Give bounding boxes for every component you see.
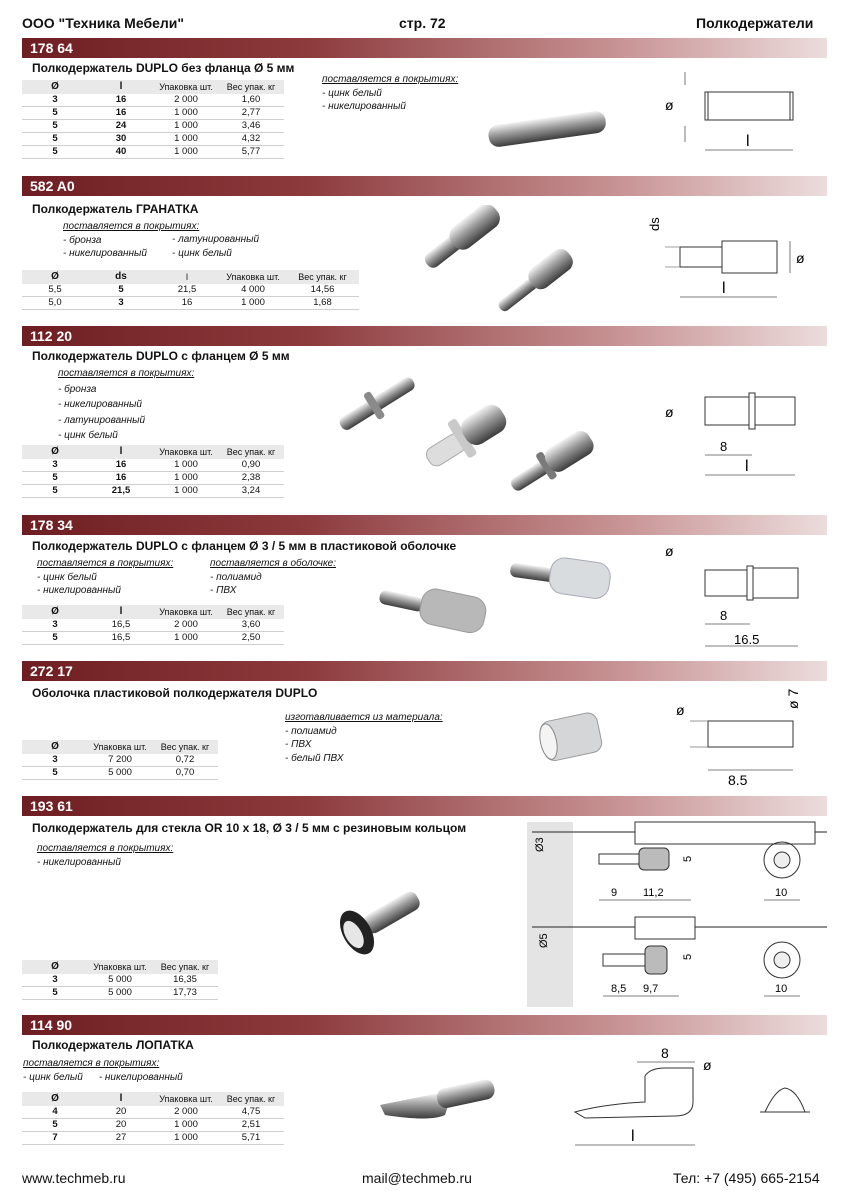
column-header: Ø: [51, 446, 59, 457]
column-header: Упаковка шт.: [226, 272, 280, 282]
table-row: [22, 485, 284, 498]
column-header: l: [119, 81, 123, 92]
spec-table: [22, 270, 359, 310]
column-header: l: [186, 272, 188, 282]
coverage-item: - латунированный: [58, 414, 146, 426]
table-row: [22, 767, 218, 780]
column-header: Упаковка шт.: [159, 82, 213, 92]
table-row: [22, 1132, 284, 1145]
coverage-list: [23, 1057, 183, 1084]
cell-diameter: 3: [52, 974, 58, 985]
cell-diameter: 7: [52, 1132, 58, 1143]
product-photo-glass-pin: [325, 880, 435, 960]
product-title: Полкодержатель DUPLO с фланцем Ø 3 / 5 мм в пластиковой оболочке: [32, 539, 457, 553]
technical-drawing: [527, 820, 827, 1010]
dimension-label: ø: [703, 1057, 712, 1073]
cell-weight: 0,72: [175, 754, 195, 765]
cell-diameter: 4: [52, 1106, 58, 1117]
technical-drawing: [565, 1040, 827, 1155]
cell-diameter: 3: [52, 459, 58, 470]
coverage-item: - никелированный: [58, 399, 142, 410]
coverage-list: [37, 842, 173, 869]
table-row: [22, 133, 284, 146]
dimension-label: Ø5: [538, 933, 550, 948]
dimension-label: l: [745, 458, 749, 475]
dimension-label: 8,5: [611, 983, 627, 995]
coverage-label: поставляется в покрытиях:: [37, 558, 174, 569]
dimension-label: 16.5: [734, 632, 760, 647]
cell-weight: 5,77: [241, 146, 261, 157]
table-header-row: [22, 80, 284, 94]
product-photo-pin-plastic: [370, 550, 620, 650]
cell-weight: 14,56: [310, 284, 335, 295]
product-title: Полкодержатель ЛОПАТКА: [32, 1038, 194, 1052]
coverage-item: - цинк белый: [322, 87, 382, 99]
cell-pack: 1 000: [241, 297, 265, 308]
coverage-item: - цинк белый: [172, 247, 232, 259]
dimension-label: 10: [775, 983, 788, 995]
coverage-label: поставляется в покрытиях:: [58, 368, 195, 379]
table-header-row: [22, 605, 284, 619]
cell-diameter: 5: [52, 987, 58, 998]
product-title: Полкодержатель DUPLO с фланцем Ø 5 мм: [32, 349, 290, 363]
coverage-list: [322, 73, 458, 114]
dimension-label: ø: [665, 97, 674, 113]
cell-diameter: 5,0: [48, 297, 62, 308]
column-header: Вес упак. кг: [160, 962, 210, 972]
table-header-row: [22, 270, 359, 284]
table-row: [22, 619, 284, 632]
dimension-label: l: [722, 280, 726, 297]
dimension-label: ø: [676, 702, 685, 718]
cell-weight: 0,90: [241, 459, 261, 470]
cell-ds: 5: [118, 284, 124, 295]
cell-pack: 1 000: [174, 632, 198, 643]
column-header: Вес упак. кг: [226, 607, 276, 617]
coverage-list: [37, 557, 173, 598]
cell-diameter: 5: [52, 767, 58, 778]
cell-pack: 2 000: [174, 94, 198, 105]
cell-length: 16,5: [111, 632, 131, 643]
coverage-item: - бронза: [63, 234, 102, 246]
coverage-label: изготавливается из материала:: [285, 712, 443, 723]
coverage-item: - никелированный: [98, 1071, 183, 1083]
coverage-list: [285, 711, 443, 765]
table-row: [22, 987, 218, 1000]
cell-weight: 2,51: [241, 1119, 261, 1130]
column-header: Вес упак. кг: [226, 447, 276, 457]
dimension-label: 5: [682, 855, 694, 862]
footer-website[interactable]: www.techmeb.ru: [22, 1170, 126, 1186]
table-header-row: [22, 740, 218, 754]
coverage-item: - ПВХ: [285, 739, 312, 750]
cell-pack: 7 200: [108, 754, 132, 765]
cell-length: 16: [115, 94, 127, 105]
table-row: [22, 1119, 284, 1132]
cell-diameter: 3: [52, 619, 58, 630]
cell-weight: 16,35: [173, 974, 197, 985]
cell-pack: 1 000: [174, 146, 198, 157]
page-number: стр. 72: [399, 15, 446, 31]
column-header: Упаковка шт.: [159, 1094, 213, 1104]
cell-weight: 2,77: [241, 107, 261, 118]
coverage-item: - полиамид: [285, 725, 337, 737]
product-title: Полкодержатель ГРАНАТКА: [32, 202, 199, 216]
cell-diameter: 5: [52, 146, 58, 157]
coverage-list: [58, 367, 194, 443]
dimension-label: ø: [796, 250, 805, 266]
cell-pack: 1 000: [174, 472, 198, 483]
cell-pack: 1 000: [174, 459, 198, 470]
cell-length: 20: [115, 1106, 127, 1117]
dimension-label: 8.5: [728, 772, 748, 788]
product-photo-sleeve: [530, 705, 610, 770]
cell-diameter: 5: [52, 107, 58, 118]
column-header: Ø: [51, 741, 59, 752]
column-header: Ø: [51, 271, 59, 282]
coverage-item: - цинк белый: [23, 1071, 83, 1083]
table-header-row: [22, 1092, 284, 1106]
coverage-item: - цинк белый: [58, 430, 118, 441]
cell-length: 40: [115, 146, 127, 157]
cell-pack: 1 000: [174, 120, 198, 131]
cell-diameter: 5: [52, 485, 58, 496]
cell-length: 30: [115, 133, 127, 144]
cell-diameter: 3: [52, 94, 58, 105]
coverage-item: - белый ПВХ: [285, 752, 344, 764]
coverage-list: [172, 233, 259, 260]
technical-drawing: [660, 375, 810, 485]
cell-weight: 4,32: [241, 133, 261, 144]
table-row: [22, 1106, 284, 1119]
cell-diameter: 3: [52, 754, 58, 765]
table-row: [22, 146, 284, 159]
cell-weight: 2,38: [241, 472, 261, 483]
product-code-bar: 114 90: [22, 1015, 827, 1035]
dimension-label: 8: [720, 608, 728, 623]
column-header: Ø: [51, 1093, 59, 1104]
spec-table: [22, 80, 284, 159]
column-header: l: [119, 1093, 123, 1104]
product-code-bar: 112 20: [22, 326, 827, 346]
footer-email[interactable]: mail@techmeb.ru: [362, 1170, 472, 1186]
product-code-bar: 582 A0: [22, 176, 827, 196]
cell-pack: 5 000: [108, 767, 132, 778]
coverage-label: поставляется в покрытиях:: [37, 843, 174, 854]
dimension-label: ø: [665, 543, 674, 559]
dimension-label: 9: [611, 887, 618, 899]
coverage-item: - никелированный: [322, 101, 406, 112]
cell-weight: 1,68: [313, 297, 332, 308]
cell-pack: 5 000: [108, 987, 132, 998]
technical-drawing: [670, 685, 825, 795]
table-row: [22, 754, 218, 767]
technical-drawing: [640, 205, 825, 305]
dimension-label: ds: [647, 217, 662, 231]
spec-table: [22, 445, 284, 498]
dimension-label: l: [746, 133, 750, 150]
table-row: [22, 472, 284, 485]
column-header: Ø: [51, 961, 59, 972]
table-row: [22, 120, 284, 133]
dimension-label: 8: [720, 439, 728, 454]
footer-phone: Тел: +7 (495) 665-2154: [673, 1170, 820, 1186]
cell-length: 16,5: [111, 619, 131, 630]
cell-length: 21,5: [111, 485, 131, 496]
table-row: [22, 632, 284, 645]
product-code-bar: 272 17: [22, 661, 827, 681]
column-header: Упаковка шт.: [93, 742, 147, 752]
shell-item: - полиамид: [210, 571, 262, 583]
spec-table: [22, 960, 218, 1000]
table-header-row: [22, 960, 218, 974]
technical-drawing: [660, 540, 810, 652]
product-title: Полкодержатель для стекла OR 10 x 18, Ø 3 / 5 мм с резиновым кольцом: [32, 821, 467, 835]
cell-diameter: 5: [52, 632, 58, 643]
product-code-bar: 178 34: [22, 515, 827, 535]
coverage-item: - никелированный: [37, 856, 121, 868]
coverage-item: - бронза: [58, 383, 97, 395]
cell-pack: 1 000: [174, 107, 198, 118]
shell-list: [210, 557, 336, 598]
company-name: ООО "Техника Мебели": [22, 15, 185, 31]
cell-weight: 2,50: [241, 632, 261, 643]
column-header: Ø: [51, 606, 59, 617]
cell-length: 16: [115, 107, 127, 118]
cell-weight: 1,60: [241, 94, 261, 105]
shell-item: - ПВХ: [210, 585, 237, 596]
spec-table: [22, 1092, 284, 1145]
product-photo-spade: [375, 1070, 500, 1130]
column-header: ds: [115, 271, 127, 282]
cell-length: 20: [115, 1119, 127, 1130]
product-photo-pin: [395, 205, 590, 315]
spec-table: [22, 740, 218, 780]
coverage-item: - латунированный: [172, 234, 260, 245]
cell-pack: 1 000: [174, 133, 198, 144]
product-photo-pin: [480, 98, 615, 158]
cell-pack: 1 000: [174, 1132, 198, 1143]
dimension-label: ø 7: [785, 688, 801, 709]
dimension-label: ø: [665, 404, 674, 420]
cell-length: 24: [115, 120, 127, 131]
product-code-bar: 178 64: [22, 38, 827, 58]
cell-length: 27: [115, 1132, 127, 1143]
dimension-label: 9,7: [643, 983, 659, 995]
cell-weight: 4,75: [241, 1106, 261, 1117]
dimension-label: 5: [682, 953, 694, 960]
dimension-label: 10: [775, 887, 788, 899]
technical-drawing: [660, 72, 810, 162]
product-code-bar: 193 61: [22, 796, 827, 816]
product-photo-pin: [325, 360, 605, 500]
column-header: Ø: [51, 81, 59, 92]
dimension-label: Ø3: [534, 837, 546, 852]
shell-label: поставляется в оболочке:: [210, 558, 337, 569]
table-row: [22, 107, 284, 120]
column-header: Вес упак. кг: [226, 1094, 276, 1104]
column-header: Вес упак. кг: [160, 742, 210, 752]
cell-length: 21,5: [177, 284, 197, 295]
table-row: [22, 974, 218, 987]
cell-weight: 3,60: [241, 619, 261, 630]
cell-pack: 1 000: [174, 1119, 198, 1130]
column-header: Вес упак. кг: [226, 82, 276, 92]
cell-length: 16: [181, 297, 193, 308]
table-row: [22, 459, 284, 472]
cell-length: 16: [115, 472, 127, 483]
coverage-item: - цинк белый: [37, 571, 97, 583]
cell-weight: 3,46: [241, 120, 261, 131]
cell-weight: 3,24: [241, 485, 261, 496]
cell-weight: 5,71: [241, 1132, 261, 1143]
coverage-label: поставляется в покрытиях:: [23, 1058, 160, 1069]
cell-diameter: 5: [52, 472, 58, 483]
column-header: l: [119, 606, 123, 617]
cell-diameter: 5,5: [48, 284, 62, 295]
column-header: Вес упак. кг: [298, 272, 347, 282]
cell-weight: 0,70: [175, 767, 195, 778]
dimension-label: 8: [661, 1045, 669, 1061]
column-header: Упаковка шт.: [159, 447, 213, 457]
dimension-label: l: [631, 1128, 635, 1145]
table-row: [22, 94, 284, 107]
coverage-item: - никелированный: [63, 248, 147, 259]
cell-diameter: 5: [52, 133, 58, 144]
cell-pack: 4 000: [241, 284, 265, 295]
cell-length: 16: [115, 459, 127, 470]
cell-pack: 1 000: [174, 485, 198, 496]
cell-pack: 5 000: [108, 974, 132, 985]
table-header-row: [22, 445, 284, 459]
spec-table: [22, 605, 284, 645]
coverage-label: поставляется в покрытиях:: [322, 74, 459, 85]
product-title: Оболочка пластиковой полкодержателя DUPLO: [32, 686, 318, 700]
product-title: Полкодержатель DUPLO без фланца Ø 5 мм: [32, 61, 295, 75]
dimension-label: 11,2: [643, 887, 664, 899]
cell-pack: 2 000: [174, 1106, 198, 1117]
column-header: Упаковка шт.: [93, 962, 147, 972]
table-row: [22, 284, 359, 297]
column-header: Упаковка шт.: [159, 607, 213, 617]
column-header: l: [119, 446, 123, 457]
coverage-item: - никелированный: [37, 585, 121, 596]
cell-diameter: 5: [52, 120, 58, 131]
cell-pack: 2 000: [174, 619, 198, 630]
coverage-label: поставляется в покрытиях:: [63, 221, 200, 232]
cell-ds: 3: [118, 297, 124, 308]
cell-weight: 17,73: [173, 987, 197, 998]
section-title: Полкодержатели: [696, 15, 814, 31]
table-row: [22, 297, 359, 310]
cell-diameter: 5: [52, 1119, 58, 1130]
